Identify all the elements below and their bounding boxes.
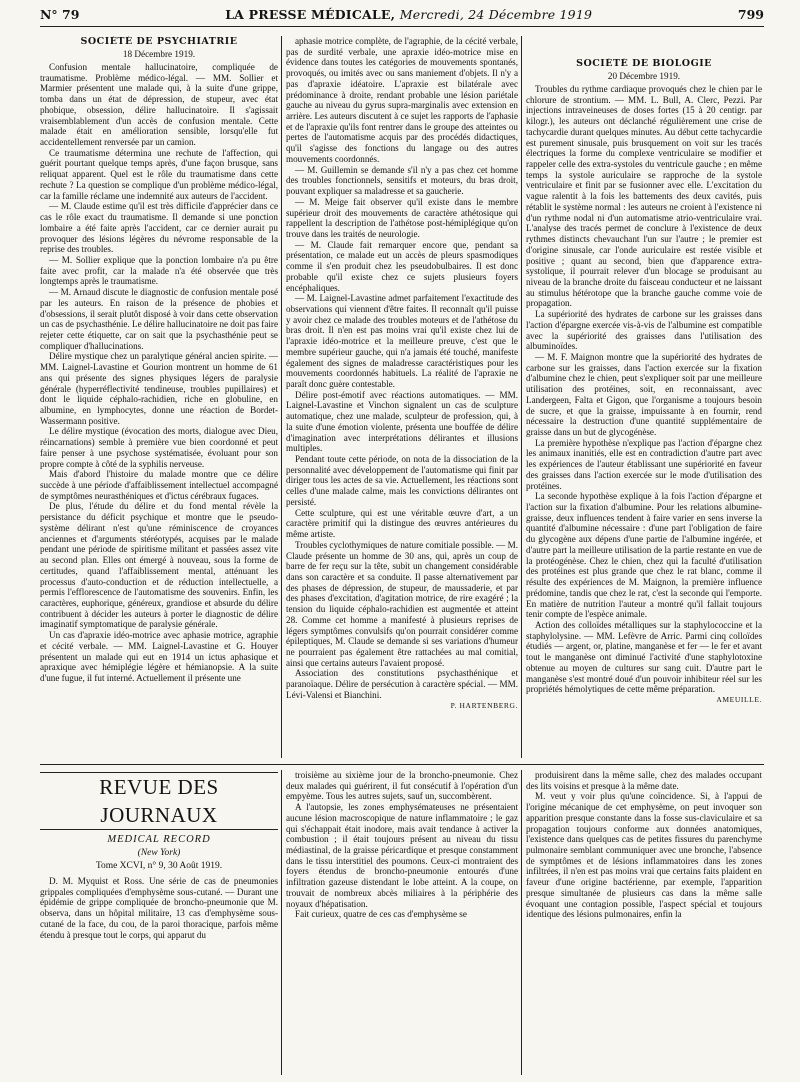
paragraph: Cette sculpture, qui est une véritable œuvre d'art, a un caractère primitif qui la distingue des œuvres antérieures du même artiste. bbox=[286, 507, 518, 540]
section-title-biologie: SOCIÉTÉ DE BIOLOGIE bbox=[576, 58, 712, 69]
paragraph: — M. F. Maignon montre que la supériorité des hydrates de carbone sur les graisses, dans l'action exercée sur la fixation d'albumine chez le chien, peut s'expliquer soit par une meilleure utilisation des protéines, soit, en reconnaissant, avec Landergeen, Falta et Gigon, que l'organisme a toujours besoin de sucre, et que la graisse, impuissante à en fournir, rend nécessaire la destruction d'une quantité supplémentaire de graisse dans un but de glycogénèse. bbox=[526, 351, 762, 437]
revue-column-3-body bbox=[526, 770, 762, 920]
revue-column-3 bbox=[526, 770, 762, 1075]
paragraph: Délire post-émotif avec réactions automatiques. — MM. Laignel-Lavastine et Vinchon signalent un cas de sculpture automatique, chez une malade, sculpteur de profession, qui, à la suite d'une émotion violente, présenta une bouffée de délire d'imagination avec interprétations délirantes et illusions multiples. bbox=[286, 389, 518, 454]
paragraph: D. M. Myquist et Ross. Une série de cas de pneumonies grippales compliquées d'emphysème sous-cutané. — Durant une épidémie de grippe compliquée de broncho-pneumonie que M. observa, dans un hôpital militaire, 13 cas d'emphysème sous-cutané de la face, du cou, de la paroi thoracique, parfois même étendu à presque tout le corps, qui apparut du bbox=[40, 876, 278, 940]
column-divider bbox=[521, 770, 522, 1075]
revue-column-2-body bbox=[286, 770, 518, 920]
author-signature: P. HARTENBERG. bbox=[450, 700, 518, 710]
column-1-body bbox=[40, 62, 278, 684]
header-title-block bbox=[225, 7, 592, 22]
paragraph: produisirent dans la même salle, chez des malades occupant des lits voisins et presque à la même date. bbox=[526, 770, 762, 791]
section-date: 18 Décembre 1919. bbox=[122, 49, 196, 59]
column-2-body bbox=[286, 36, 518, 701]
paragraph: — M. Sollier explique que la ponction lombaire n'a pu être faite avec profit, car la malade n'a été observée que très longtemps après le traumatisme. bbox=[40, 254, 278, 287]
revue-column-1-body bbox=[40, 876, 278, 940]
author-signature: AMEUILLE. bbox=[716, 694, 762, 704]
column-3-body bbox=[526, 84, 762, 695]
column-divider bbox=[281, 770, 282, 1075]
paragraph: M. veut y voir plus qu'une coïncidence. Si, à l'appui de l'origine mécanique de cet emphysème, on peut invoquer son apparition presque constante dans la fosse sus-claviculaire et sa propagation toujours conforme aux données anatomiques, l'existence dans quelques cas de petites fissures du parenchyme pulmonaire semblant communiquer avec une bronche, l'absence de symptômes et de lésions inflammatoires dans les zones infiltrées, il n'en est pas moins vrai que certains faits plaident en faveur d'une origine bactérienne, par exemple, l'apparition presque simultanée de plusieurs cas dans la même salle évoquant une contagion possible, l'aspect spécial et toujours identique des lésions pulmonaires, enfin la bbox=[526, 791, 762, 920]
paragraph: Troubles du rythme cardiaque provoqués chez le chien par le chlorure de strontium. — MM. L. Bull, A. Clerc, Pezzi. Par injections intraveineuses de doses fortes (15 à 20 centigr. par kilogr.), les auteurs ont déclanché régulièrement une crise de tachycardie durant quelques minutes. Au début cette tachycardie est purement sinusale, puis brusquement on voit sur les tracés électriques la forme du complexe ventriculaire se modifier et rappeler celle des extra-systoles du ventricule gauche ; en même temps la systole auriculaire se rapproche de la systole ventriculaire et finit par se fusionner avec elle. L'excitation du vague ralentit à la fois les battements des deux cavités, puis rétablit le système normal : les auteurs ne croient à l'existence ni d'un rythme nodal ni d'un automatisme atrio-ventriculaire vrai. L'analyse des tracés permet de conclure à l'existence de deux rythmes distincts chevauchant l'un sur l'autre ; le premier est d'origine sinusale, car l'onde auriculaire est restée visible et positive ; quant au second, bien que d'apparence extra-systolique, il pourrait relever d'un blocage se produisant au niveau de la branche droite du faisceau conducteur et ne laissant au stimulus hétérotope que la branche gauche comme voie de propagation. bbox=[526, 84, 762, 309]
paragraph: La supériorité des hydrates de carbone sur les graisses dans l'action d'épargne exercée vis-à-vis de l'albumine est compatible avec la supériorité des graisses dans l'utilisation des albuminoïdes. bbox=[526, 309, 762, 352]
paragraph: aphasie motrice complète, de l'agraphie, de la cécité verbale, pas de surdité verbale, une apraxie idéo-motrice mise en évidence dans toutes les catégories de mouvements spontanés, provoqués, ou imités avec ou sans maniement d'objets. Il n'y a pas d'apraxie idéatoire. L'apraxie est bilatérale avec prédominance à droite, rendant probable une lésion pariétale gauche au niveau du gyrus supra-marginalis avec extension en arrière. Les auteurs discutent à ce sujet les rapports de l'aphasie et de l'apraxie qu'ils font rentrer dans le groupe des atteintes ou pertes de l'automatisme acquis par des procédés didactiques, qu'il s'agisse des fonctions du langage ou des autres mouvements coordonnés. bbox=[286, 36, 518, 164]
paragraph: Le délire mystique (évocation des morts, dialogue avec Dieu, réincarnations) semble à première vue bien coordonné et peut faire penser à une psychose systématisée, évoluant pour son propre compte à côté de la syphilis nerveuse. bbox=[40, 426, 278, 469]
paragraph: Action des colloïdes métalliques sur la staphylococcine et la staphylolysine. — MM. Lefèvre de Arric. Parmi cinq colloïdes étudiés — argent, or, platine, manganèse et fer — le fer et avant tout le manganèse ont diminué l'activité d'une staphylotoxine obtenue au moyen de cultures sur sang cuit. D'autre part le manganèse s'est montré doué d'un pouvoir inhibiteur réel sur les propriétés hémolytiques de cette même préparation. bbox=[526, 619, 762, 695]
paragraph: — M. Arnaud discute le diagnostic de confusion mentale posé par les auteurs. En raison de la présence de phobies et d'obsessions, il serait plutôt disposé à voir dans cette observation un cas de psychasthénie. Le délire hallucinatoire ne doit pas faire rejeter cette étiquette, car on sait que la psychasthénie peut se compliquer d'hallucinations. bbox=[40, 287, 278, 351]
paragraph: Un cas d'apraxie idéo-motrice avec aphasie motrice, agraphie et cécité verbale. — MM. Laignel-Lavastine et G. Houyer présentent un malade qui eut en 1914 un ictus aphasique et apraxique avec hémiplégie légère et hémianopsie. A la suite d'une fugue, il fut interné. Actuellement il présente une bbox=[40, 630, 278, 683]
paragraph: Association des constitutions psychasthénique et paranoïaque. Délire de persécution à caractère spécial. — MM. Lévi-Valensi et Bianchini. bbox=[286, 668, 518, 700]
journal-title: MEDICAL RECORD bbox=[107, 834, 211, 845]
header-rule bbox=[40, 26, 764, 27]
paragraph: Fait curieux, quatre de ces cas d'emphysème se bbox=[295, 909, 467, 920]
paragraph: — M. Claude fait remarquer encore que, pendant sa présentation, ce malade eut un accès de pleurs spasmodiques comme il s'en produit chez les pseudobulbaires. Il est donc probable qu'il existe chez ce sujets plusieurs foyers encéphaliques. bbox=[286, 239, 518, 293]
section-rule bbox=[40, 764, 764, 765]
column-3 bbox=[526, 58, 762, 758]
column-divider bbox=[281, 36, 282, 758]
section-date: 20 Décembre 1919. bbox=[607, 71, 681, 81]
paragraph: Ce traumatisme détermina une rechute de l'affection, qui guérit pourtant quelque temps après, d'une façon brusque, sans reliquat apparent. Quel est le rôle du traumatisme dans cette rechute ? La question se complique d'un problème médico-légal, car la famille réclame une indemnité aux auteurs de l'accident. bbox=[40, 147, 278, 201]
paragraph: Pendant toute cette période, on nota de la dissociation de la personnalité avec développement de l'automatisme qui finit par diriger tous les actes de sa vie. Actuellement, les réactions sont celles d'une malade calme, mais les convictions délirantes ont persisté. bbox=[286, 454, 518, 507]
paragraph: troisième au sixième jour de la broncho-pneumonie. Chez deux malades qui guérirent, il fut consécutif à l'opération d'un empyème. Tous les autres sujets, sauf un, succombèrent. bbox=[286, 770, 518, 802]
paragraph: Confusion mentale hallucinatoire, compliquée de traumatisme. Problème médico-légal. — MM. Sollier et Marmier présentent une malade qui, à la suite d'une grippe, tomba dans un état de dépression, de stupeur, avec état phobique, obsession, délire hallucinatoire. Il s'agissait vraisemblablement d'un accès de confusion mentale. Cette malade était en amélioration sensible, lorsqu'elle fut accidentellement renversée par un camion. bbox=[40, 62, 278, 148]
journal-place: (New York) bbox=[137, 848, 181, 858]
issue-number: N° 79 bbox=[40, 6, 80, 22]
paragraph: La seconde hypothèse explique à la fois l'action d'épargne et l'action sur la fixation d'albumine. Pour les relations albumine-graisse, deux influences tendent à faire varier en sens inverse la quantité d'albumine nécessaire : d'une part l'obligation de faire du glycogène aux dépens d'une partie de l'albumine ingérée, et d'autre part la meilleure utilisation de la partie restante en vue de la protéogénèse. Chez le chien, chez qui la faculté d'utilisation des protéines est plus grande que chez le rat blanc, comme il résulte des expériences de M. Maignon, la première influence prédomine, tandis que chez le rat, c'est la seconde qui l'emporte. En matière de nutrition l'auteur a montré qu'il fallait toujours tenir compte de l'espèce animale. bbox=[526, 491, 762, 620]
paragraph: — M. Laignel-Lavastine admet parfaitement l'exactitude des observations qui viennent d'être faites. Il reconnaît qu'il puisse y avoir chez ce malade des troubles moteurs et de l'athétose du bras droit. Il n'en est pas moins vrai qu'il existe chez lui de l'apraxie idéo-motrice et la meilleure preuve, c'est que le membre supérieur gauche, qui n'a jamais été touché, manifeste également des signes de maladresse caractéristiques pour les mouvements coordonnés habituels. La réalité de l'apraxie ne paraît donc guère contestable. bbox=[286, 293, 518, 389]
running-header bbox=[40, 4, 764, 24]
journal-tome: Tome XCVI, n° 9, 30 Août 1919. bbox=[95, 861, 223, 871]
paragraph: — M. Claude estime qu'il est très difficile d'apprécier dans ce cas le rôle exact du traumatisme. Il demande si une ponction lombaire a été faite après l'accident, car ce dernier aurait pu provoquer des lésions légères du névrome responsable de la reprise des troubles. bbox=[40, 201, 278, 255]
revue-column-1 bbox=[40, 770, 278, 1074]
paragraph: A l'autopsie, les zones emphysémateuses ne présentaient aucune lésion macroscopique de nature inflammatoire ; le gaz qui s'échappait était inodore, mais avait tendance à activer la combustion ; il était toujours présent au niveau du tissu médiastinal, de la graisse péricardique et presque constamment dans le tissu interstitiel des poumons. Ceux-ci montraient des foyers étendus de broncho-pneumonie entourés d'une infiltration gazeuse distendant le lobe atteint. A la coupe, on trouvait de nombreux abcès miliaires à la périphérie des noyaux d'hépatisation. bbox=[286, 802, 518, 909]
issue-date: Mercredi, 24 Décembre 1919 bbox=[399, 6, 593, 22]
column-2 bbox=[286, 36, 518, 758]
journal-name: LA PRESSE MÉDICALE, bbox=[225, 6, 396, 22]
paragraph: — M. Guillemin se demande s'il n'y a pas chez cet homme des troubles fonctionnels, sensitifs et moteurs, du bras droit, pouvant expliquer sa maladresse et sa gaucherie. bbox=[286, 164, 518, 197]
column-divider bbox=[521, 36, 522, 758]
revue-column-2 bbox=[286, 770, 518, 1075]
paragraph: — M. Meige fait observer qu'il existe dans le membre supérieur droit des mouvements de caractère athétosique qui rappellent la description de l'athétose post-hémiplégique qu'on trouve dans les traités de neurologie. bbox=[286, 196, 518, 239]
paragraph: Troubles cyclothymiques de nature comitiale possible. — M. Claude présente un homme de 30 ans, qui, après un coup de barre de fer reçu sur la tête, subit un changement considérable dans son caractère et sa conduite. Il passe alternativement par des phases de dépression, de stupeur, de maussaderie, et par des phases d'excitation, d'agitation motrice, de rire exagéré ; la tension du liquide céphalo-rachidien est augmentée et atteint 28. Comme cet homme a manifesté à plusieurs reprises de légers symptômes convulsifs qu'on pourrait considérer comme épileptiques, M. Claude se demande si ses variations d'humeur ne pourraient pas également être rattachées au mal comitial, ainsi que certains auteurs l'avaient proposé. bbox=[286, 539, 518, 668]
column-1 bbox=[40, 36, 278, 757]
revue-title: REVUE DES JOURNAUX bbox=[40, 772, 278, 830]
paragraph: Mais d'abord l'histoire du malade montre que ce délire succède à une période d'affaiblissement intellectuel accompagné de symptômes neurasthéniques et d'ictus cérébraux fugaces. bbox=[40, 469, 278, 501]
page-number: 799 bbox=[737, 6, 764, 22]
paragraph: De plus, l'étude du délire et du fond mental révèle la persistance du déficit psychique et montre que le pseudo-système délirant n'est qu'une réminiscence de croyances anciennes et d'arguments stéréotypés, acquises par le malade pendant une période de spiritisme militant et passées assez vite au second plan. Elles ont émergé à nouveau, sous la forme de certitudes, quand l'affaiblissement mental, atténuant les processus d'auto-conduction et de réduction intellectuelle, a permis l'efflorescence de l'automatisme des souvenirs. Enfin, les caractères, euphorique, généreux, grandiose et absurde du délire contribuent à décider les auteurs à porter le diagnostic de délire imaginatif symptomatique de paralysie générale. bbox=[40, 501, 278, 630]
paragraph: La première hypothèse n'explique pas l'action d'épargne chez les animaux inanitiés, elle est en contradiction d'autre part avec les expériences de l'auteur établissant une supériorité en faveur des graisses dans l'action exercée sur le mode d'utilisation des protéines. bbox=[526, 437, 762, 491]
section-title-psychiatrie: SOCIÉTÉ DE PSYCHIATRIE bbox=[80, 36, 238, 47]
paragraph: Délire mystique chez un paralytique général ancien spirite. — MM. Laignel-Lavastine et Gourion montrent un homme de 61 ans qui présente des signes physiques légers de paralysie générale (hyperréflectivité tendineuse, troubles pupillaires) et dont le liquide céphalo-rachidien, riche en globuline, en albumine, en lymphocytes, donne une réaction de Bordet-Wassermann positive. bbox=[40, 351, 278, 426]
